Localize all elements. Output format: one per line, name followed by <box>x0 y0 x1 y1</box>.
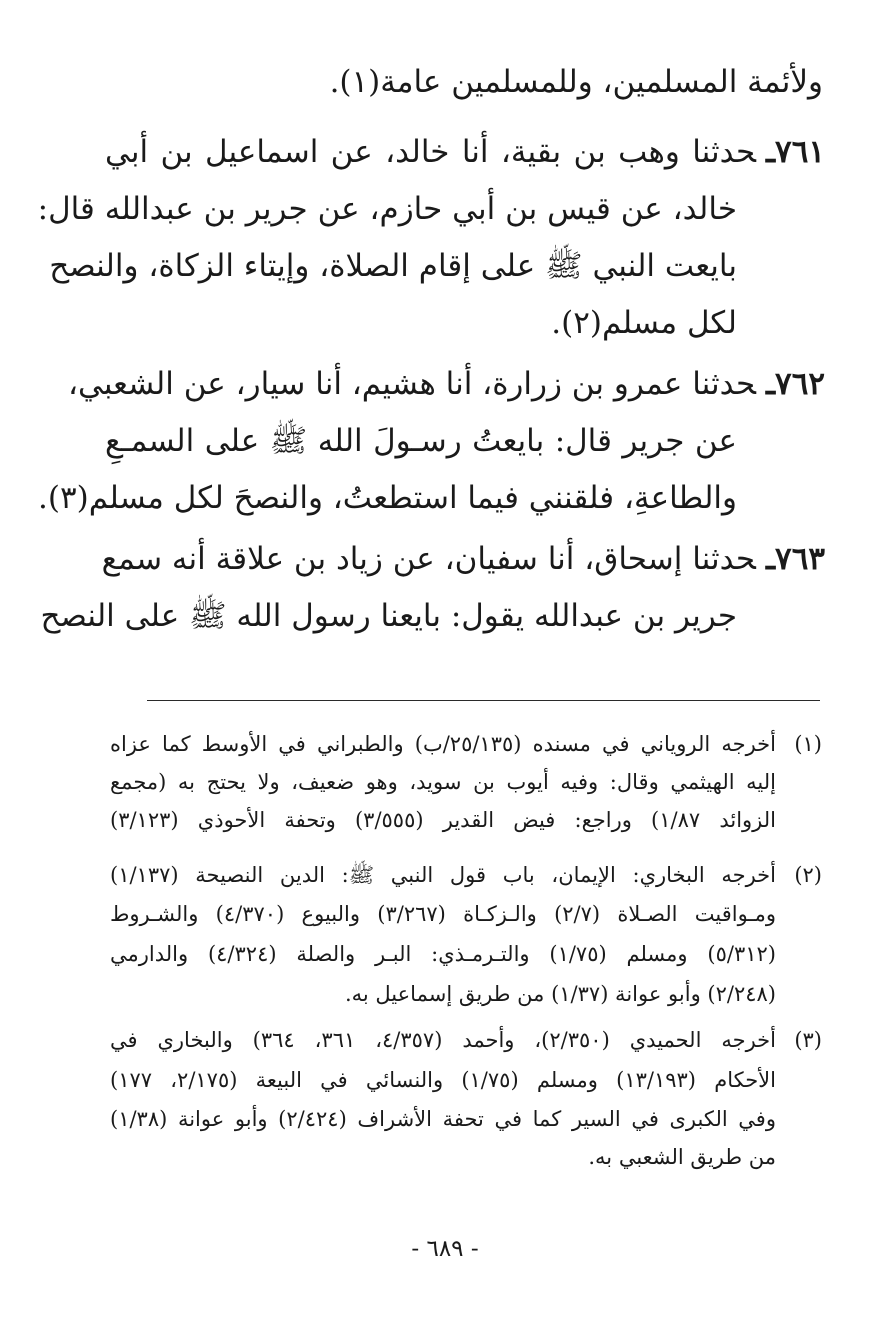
hadith-762-line-3: والطاعةِ، فلقنني فيما استطعتُ، والنصحَ لكل مسلم(٣). <box>38 480 737 516</box>
footnote-number: (١) <box>794 732 822 756</box>
footnote-2-line-1 <box>110 859 822 891</box>
footnote-1-line-2: إليه الهيثمي وقال: وفيه أيوب بن سويد، وهو ضعيف، ولا يحتج به (مجمع <box>110 770 776 794</box>
hadith-number: ٧٦٣ـ <box>765 541 825 577</box>
page-number: - ٦٨٩ - <box>411 1236 479 1262</box>
footnote-3-line-4: من طريق الشعبي به. <box>588 1145 776 1169</box>
footnote-3-line-3: وفي الكبرى في السير كما في تحفة الأشراف (٢/٤٢٤) وأبو عوانة (١/٣٨) <box>110 1107 776 1131</box>
footnote-3-line-1 <box>110 1024 822 1056</box>
footnote-text: أخرجه البخاري: الإيمان، باب قول النبي ﷺ: الدين النصيحة (١/١٣٧) <box>110 863 776 887</box>
footnote-text: أخرجه الحميدي (٢/٣٥٠)، وأحمد (٤/٣٥٧، ٣٦١، ٣٦٤) والبخاري في <box>110 1028 776 1052</box>
hadith-761-line-1 <box>105 132 825 172</box>
footnote-3-line-2: الأحكام (١٣/١٩٣) ومسلم (١/٧٥) والنسائي في البيعة (٢/١٧٥، ١٧٧) <box>110 1068 776 1092</box>
hadith-text: حدثنا عمرو بن زرارة، أنا هشيم، أنا سيار، عن الشعبي، <box>67 366 756 402</box>
hadith-761-line-2: خالد، عن قيس بن أبي حازم، عن جرير بن عبدالله قال: <box>37 191 737 227</box>
footnote-separator <box>147 700 820 701</box>
hadith-number: ٧٦٢ـ <box>765 366 825 402</box>
intro-line: ولأئمة المسلمين، وللمسلمين عامة(١). <box>329 64 823 100</box>
footnote-1-line-1 <box>110 728 822 760</box>
hadith-761-line-3: بايعت النبي ﷺ على إقام الصلاة، وإيتاء الزكاة، والنصح <box>49 248 737 284</box>
hadith-number: ٧٦١ـ <box>765 134 825 170</box>
hadith-762-line-1 <box>67 364 825 404</box>
hadith-763-line-1 <box>101 539 825 579</box>
hadith-763-line-2: جرير بن عبدالله يقول: بايعنا رسول الله ﷺ على النصح <box>40 598 737 634</box>
footnote-text: أخرجه الروياني في مسنده (٢٥/١٣٥/ب) والطبراني في الأوسط كما عزاه <box>110 732 776 756</box>
hadith-text: حدثنا إسحاق، أنا سفيان، عن زياد بن علاقة أنه سمع <box>101 541 756 577</box>
hadith-762-line-2: عن جرير قال: بايعتُ رسـولَ الله ﷺ على السمـعِ <box>105 423 737 459</box>
footnote-number: (٢) <box>794 863 822 887</box>
hadith-text: حدثنا وهب بن بقية، أنا خالد، عن اسماعيل بن أبي <box>105 134 756 170</box>
footnote-1-line-3: الزوائد ١/٨٧) وراجع: فيض القدير (٣/٥٥٥) وتحفة الأحوذي (٣/١٢٣) <box>110 808 776 832</box>
footnote-2-line-3: (٥/٣١٢) ومسلم (١/٧٥) والتـرمـذي: البـر والصلة (٤/٣٢٤) والدارمي <box>110 942 776 966</box>
footnote-2-line-2: ومـواقيت الصـلاة (٢/٧) والـزكـاة (٣/٢٦٧) والبيوع (٤/٣٧٠) والشـروط <box>110 902 777 926</box>
footnote-2-line-4: (٢/٢٤٨) وأبو عوانة (١/٣٧) من طريق إسماعيل به. <box>344 982 776 1006</box>
hadith-761-line-4: لكل مسلم(٢). <box>551 305 737 341</box>
footnote-number: (٣) <box>794 1028 822 1052</box>
